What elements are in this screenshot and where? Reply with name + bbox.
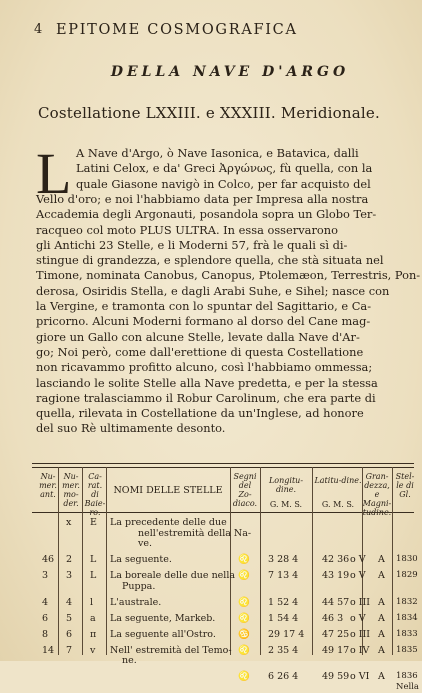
cell-longitude: 29 17 4 [268, 628, 305, 640]
body-line: giore un Gallo con alcune Stelle, levate dalla Nave d'Ar- [36, 329, 360, 344]
cell-latitude: 46 3 [322, 612, 344, 624]
cell-lat-direction: o III [350, 596, 370, 608]
cell-longitude: 3 28 4 [268, 554, 299, 565]
table-column-rule [312, 467, 313, 655]
table-header-rule [32, 512, 414, 513]
cell-zodiac-sign: ♌ [238, 612, 250, 624]
cell-num-ant: 4 [42, 596, 49, 608]
table-column-rule [58, 467, 59, 655]
header-latitudine: Latitu-dine. [314, 476, 362, 485]
cell-longitude: 6 26 4 [268, 671, 299, 682]
cell-star-name: La seguente. [110, 554, 172, 565]
cell-star-name: La precedente delle due [110, 517, 227, 528]
body-line: non ricavammo profitto alcuno, così l'habbiamo ommessa; [36, 360, 373, 375]
header-nomi: NOMI DELLE STELLE [113, 485, 223, 496]
cell-gl-number: 1832 [396, 596, 418, 607]
body-line: Timone, nominata Canobus, Canopus, Ptolemæon, Terrestris, Pon- [36, 268, 421, 283]
cell-num-ant: 46 [42, 554, 55, 565]
cell-magnitude: A [378, 570, 385, 581]
body-line: Accademia degli Argonauti, posandola sopra un Globo Ter- [36, 207, 377, 222]
cell-magnitude: A [378, 671, 385, 682]
cell-zodiac-sign: ♌ [238, 644, 250, 656]
body-line: quella, rilevata in Costellatione da un'Inglese, ad honore [36, 406, 364, 421]
cell-latitude: 44 57 [322, 596, 350, 608]
cell-zodiac-sign: ♌ [238, 596, 250, 608]
cell-car-baier: L [90, 570, 97, 581]
cell-lat-direction: o III [350, 628, 370, 640]
cell-longitude: 2 35 4 [268, 644, 299, 656]
table-column-rule [106, 467, 107, 655]
cell-latitude: 43 19 [322, 570, 350, 581]
cell-longitude: 1 52 4 [268, 596, 299, 608]
header-segni: Segni del Zo-diaco. [232, 472, 258, 508]
cell-car-baier: l [90, 596, 94, 608]
cell-magnitude: A [378, 612, 385, 624]
cell-star-name: L'australe. [110, 596, 162, 608]
cell-gl-number: 1833 [396, 628, 418, 639]
cell-zodiac-sign: ♌ [238, 570, 250, 581]
cell-star-name: ve. [138, 538, 153, 549]
header-num-ant: Nu-mer. ant. [39, 472, 57, 499]
body-line: quale Giasone navigò in Colco, per far acquisto del [76, 176, 371, 191]
cell-gl-number: 1836 [396, 671, 418, 681]
cell-magnitude: A [378, 596, 385, 608]
cell-magnitude: A [378, 644, 385, 656]
cell-gl-number: 1834 [396, 612, 418, 623]
drop-cap: L [36, 141, 72, 206]
body-line: A Nave d'Argo, ò Nave Iasonica, e Batavica, dalli [76, 146, 359, 160]
cell-lat-direction: o VI [350, 671, 370, 682]
body-line: Vello d'oro; e noi l'habbiamo data per Impresa alla nostra [36, 191, 369, 206]
cell-num-mod: 5 [66, 612, 73, 624]
body-line: lasciando le solite Stelle alla Nave predetta, e per la stessa [36, 375, 378, 390]
cell-num-ant: 8 [42, 628, 49, 640]
cell-car-baier: L [90, 554, 97, 565]
body-line: pricorno. Alcuni Moderni formano al dorso del Cane mag- [36, 314, 371, 329]
cell-magnitude: A [378, 628, 385, 640]
cell-gl-number: 1830 [396, 554, 418, 564]
cell-star-name: Nell' estremità del Temo- [110, 644, 232, 656]
cell-zodiac-sign: ♌ [238, 554, 250, 565]
cell-num-mod: 2 [66, 554, 73, 565]
cell-num-mod: 3 [66, 570, 73, 581]
table-column-rule [230, 467, 231, 655]
cell-gl-number: 1835 [396, 644, 418, 655]
cell-num-ant: 6 [42, 612, 49, 624]
cell-star-name: nell'estremità della Na- [138, 527, 252, 539]
body-line: ragione tralasciammo il Robur Carolinum, che era parte di [36, 390, 376, 405]
header-num-mod: Nu-mer. mo-der. [62, 472, 80, 508]
header-car-baier: Ca-rat. di Baie-ro. [84, 472, 106, 517]
cell-longitude: 7 13 4 [268, 570, 299, 581]
header-lat-units: G. M. S. [321, 500, 355, 509]
running-title: EPITOME COSMOGRAFICA [56, 22, 298, 38]
body-line: la Vergine, e tramonta con lo spuntar del Sagittario, e Ca- [36, 299, 372, 313]
cell-num-mod: 6 [66, 628, 73, 640]
table-top-rule [32, 463, 414, 464]
cell-latitude: 42 36 [322, 554, 350, 565]
header-longitudine: Longitu-dine. [268, 476, 304, 494]
cell-lat-direction: o V [350, 554, 366, 565]
cell-star-name: La seguente all'Ostro. [110, 628, 216, 640]
table-column-rule [82, 467, 83, 655]
body-line: racqueo col moto PLUS ULTRA. In essa osservarono [36, 222, 338, 237]
constellation-heading: Costellatione LXXIII. e XXXIII. Meridionale. [38, 104, 380, 122]
body-line: go; Noi però, come dall'erettione di questa Costellatione [36, 344, 364, 359]
body-line: Latini Celox, e da' Greci Ἀργώνως, fù quella, con la [76, 161, 373, 176]
header-long-units: G. M. S. [269, 500, 303, 509]
table-column-rule [392, 467, 393, 655]
cell-latitude: 49 59 [322, 671, 350, 682]
cell-zodiac-sign: ♌ [238, 671, 250, 682]
cell-lat-direction: o V [350, 612, 366, 624]
cell-num-mod: 7 [66, 644, 73, 656]
cell-star-name: La seguente, Markeb. [110, 612, 216, 624]
cell-latitude: 49 17 [322, 644, 350, 656]
page-number: 4 [34, 22, 43, 37]
cell-longitude: 1 54 4 [268, 612, 299, 624]
cell-num-ant: 14 [42, 644, 55, 656]
body-line: stingue di grandezza, e splendore quella, che stà situata nel [36, 253, 384, 268]
cell-star-name: Puppa. [122, 580, 156, 592]
cell-star-name: La boreale delle due nella [110, 570, 236, 581]
running-header [34, 22, 402, 42]
cell-lat-direction: o IV [350, 644, 370, 656]
cell-gl-number: Nella [396, 681, 419, 692]
section-title: DELLA NAVE D'ARGO [110, 64, 350, 80]
cell-magnitude: A [378, 554, 385, 565]
cell-car-baier: E [90, 517, 97, 528]
table-top-rule-inner [32, 467, 414, 468]
cell-latitude: 47 25 [322, 628, 350, 640]
cell-zodiac-sign: ♋ [238, 628, 250, 640]
cell-lat-direction: o V [350, 570, 366, 581]
body-line: gli Antichi 23 Stelle, e li Moderni 57, frà le quali sì di- [36, 237, 348, 252]
cell-num-mod: 4 [66, 596, 73, 608]
cell-car-baier: v [90, 644, 96, 656]
body-line: derosa, Osiridis Stella, e dagli Arabi Suhe, e Sihel; nasce con [36, 283, 390, 298]
cell-star-name: ne. [122, 655, 137, 666]
header-stelle-di: Stel-le di Gl. [395, 472, 415, 499]
cell-car-baier: a [90, 612, 96, 624]
cell-num-mod: x [66, 517, 72, 528]
body-line: del suo Rè ultimamente desonto. [36, 421, 226, 436]
cell-num-ant: 3 [42, 570, 49, 581]
table-column-rule [260, 467, 261, 655]
cell-gl-number: 1829 [396, 570, 418, 580]
cell-car-baier: π [90, 628, 97, 640]
header-grandezza: Gran-dezza, e Magni-tudine. [362, 472, 392, 517]
